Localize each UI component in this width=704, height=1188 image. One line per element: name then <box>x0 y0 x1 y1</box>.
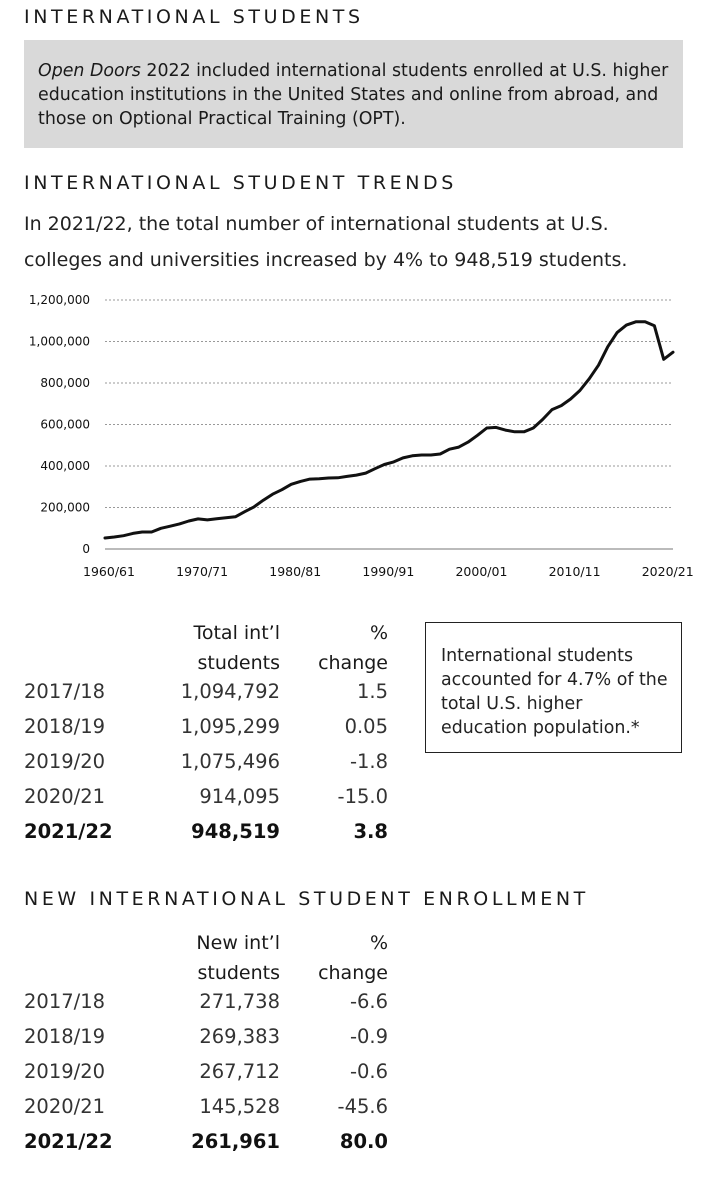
y-tick-label: 1,000,000 <box>28 334 90 349</box>
section-heading-international-students: INTERNATIONAL STUDENTS <box>24 6 364 28</box>
trend-line-chart <box>0 288 704 588</box>
row-year: 2017/18 <box>24 990 106 1013</box>
row-year: 2020/21 <box>24 1095 106 1118</box>
row-year: 2021/22 <box>24 1130 113 1153</box>
x-tick-label: 1970/71 <box>176 564 229 579</box>
row-year: 2018/19 <box>24 1025 106 1048</box>
series-line-total-students <box>105 322 673 538</box>
trends-summary: In 2021/22, the total number of international students at U.S. colleges and universities increased by 4% to 948,519 students. <box>24 213 628 271</box>
table-row <box>24 750 404 784</box>
row-pct-change: -0.6 <box>349 1060 388 1083</box>
y-tick-label: 400,000 <box>40 459 90 473</box>
value-column-header <box>196 928 280 988</box>
row-year: 2021/22 <box>24 820 113 843</box>
table-row <box>24 715 404 749</box>
pct-column-header <box>318 618 388 678</box>
row-pct-change: 1.5 <box>356 680 388 703</box>
row-pct-change: 3.8 <box>353 820 388 843</box>
header-line: Total int’l <box>193 622 280 644</box>
row-value: 261,961 <box>191 1130 280 1153</box>
y-tick-label: 600,000 <box>40 417 90 432</box>
header-line: students <box>197 962 280 984</box>
header-line: % <box>369 622 388 644</box>
x-tick-label: 2010/11 <box>548 564 601 579</box>
value-column-header <box>193 618 280 678</box>
table-row <box>24 820 404 854</box>
table-row <box>24 1060 404 1094</box>
x-tick-label: 1990/91 <box>362 564 415 579</box>
row-value: 271,738 <box>199 990 280 1013</box>
totals-table <box>24 618 404 878</box>
row-pct-change: -6.6 <box>349 990 388 1013</box>
row-value: 1,095,299 <box>180 715 280 738</box>
row-year: 2019/20 <box>24 750 106 773</box>
y-tick-label: 200,000 <box>40 500 90 515</box>
pct-column-header <box>318 928 388 988</box>
row-value: 267,712 <box>199 1060 280 1083</box>
table-row <box>24 990 404 1024</box>
y-tick-label: 800,000 <box>40 376 90 390</box>
header-line: % <box>369 932 388 954</box>
row-year: 2020/21 <box>24 785 106 808</box>
header-line: students <box>197 652 280 674</box>
row-value: 914,095 <box>199 785 280 808</box>
x-tick-label: 2020/21 <box>641 564 694 579</box>
table-row <box>24 1025 404 1059</box>
x-tick-label: 1960/61 <box>83 564 135 579</box>
table-row <box>24 1130 404 1164</box>
y-tick-label: 0 <box>82 542 90 556</box>
x-tick-label: 2000/01 <box>455 564 508 579</box>
row-value: 269,383 <box>199 1025 280 1048</box>
open-doors-title: Open Doors <box>38 61 141 81</box>
y-axis-ticks <box>29 293 90 556</box>
row-pct-change: -15.0 <box>337 785 388 808</box>
header-line: New int’l <box>196 932 280 954</box>
opt-note-box <box>24 40 683 148</box>
row-year: 2019/20 <box>24 1060 106 1083</box>
population-share-callout: International students accounted for 4.7% of the total U.S. higher education population.* <box>425 622 682 753</box>
opt-note-text: 2022 included international students enrolled at U.S. higher education institutions in the United States and online from abroad, and those on Optional Practical Training (OPT). <box>38 61 669 129</box>
row-year: 2017/18 <box>24 680 106 703</box>
row-pct-change: 80.0 <box>339 1130 388 1153</box>
header-line: change <box>318 652 388 674</box>
row-pct-change: -1.8 <box>349 750 388 773</box>
row-pct-change: -45.6 <box>337 1095 388 1118</box>
chart-gridlines <box>105 300 673 508</box>
new-enrollment-table <box>24 928 404 1188</box>
row-value: 948,519 <box>191 820 280 843</box>
header-line: change <box>318 962 388 984</box>
x-axis-ticks <box>83 564 694 579</box>
row-value: 1,075,496 <box>180 750 280 773</box>
table-row <box>24 785 404 819</box>
row-value: 1,094,792 <box>180 680 280 703</box>
x-tick-label: 1980/81 <box>269 564 322 579</box>
y-tick-label: 1,200,000 <box>28 293 90 307</box>
row-pct-change: -0.9 <box>349 1025 388 1048</box>
section-heading-trends: INTERNATIONAL STUDENT TRENDS <box>24 172 457 194</box>
table-row <box>24 1095 404 1129</box>
section-heading-new-enrollment: NEW INTERNATIONAL STUDENT ENROLLMENT <box>24 888 589 910</box>
table-row <box>24 680 404 714</box>
row-year: 2018/19 <box>24 715 106 738</box>
row-pct-change: 0.05 <box>344 715 388 738</box>
row-value: 145,528 <box>199 1095 280 1118</box>
